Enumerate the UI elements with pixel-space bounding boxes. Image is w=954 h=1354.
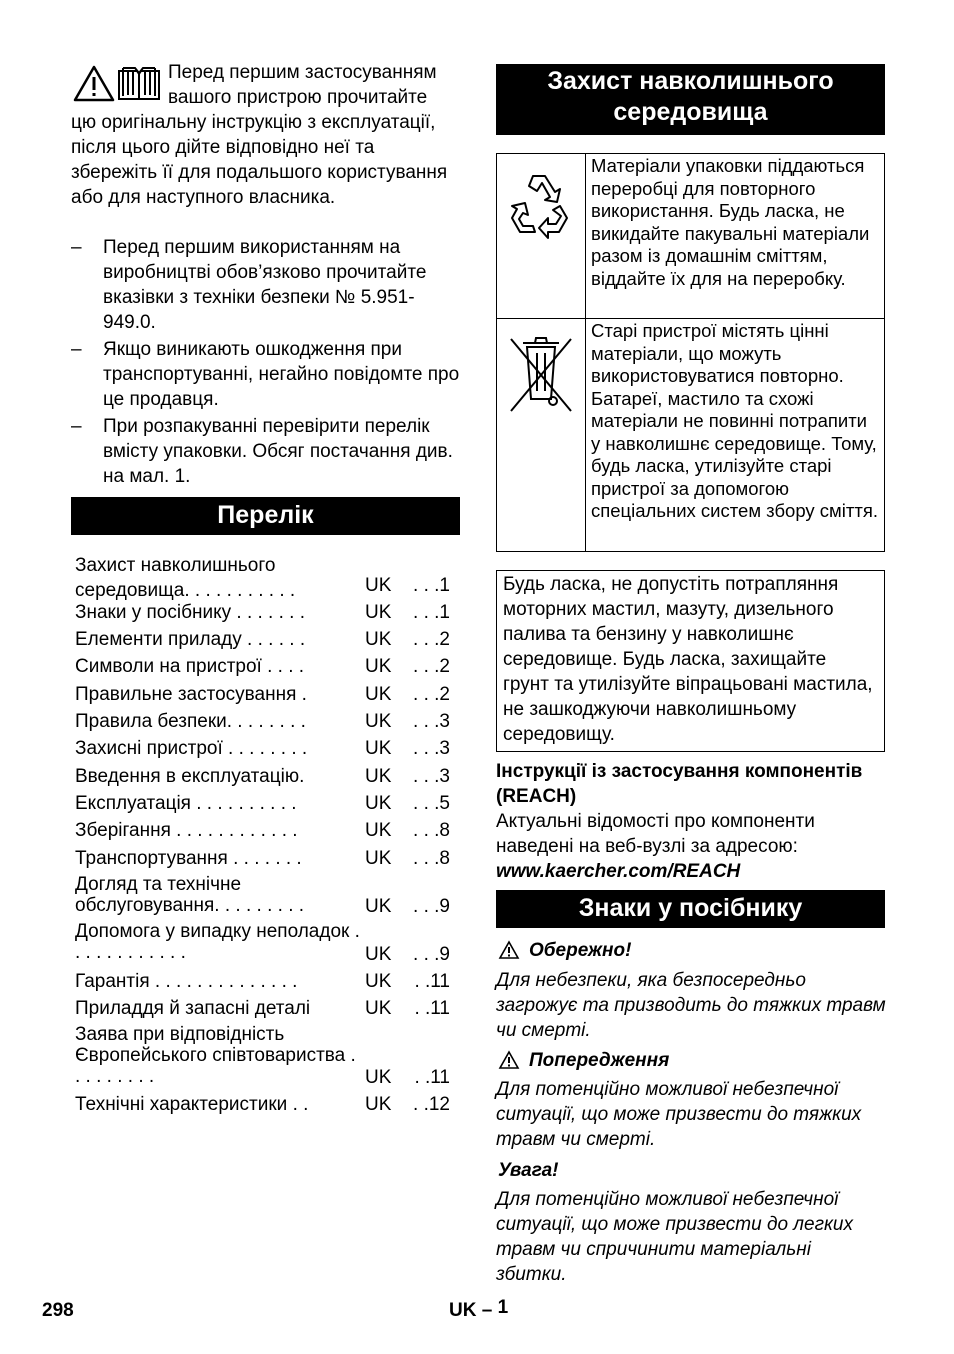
- reach-link[interactable]: www.kaercher.com/REACH: [496, 861, 741, 882]
- toc-entry-title: Символи на пристрої . . . .: [75, 656, 305, 677]
- toc-entry-lang: UK: [365, 944, 392, 965]
- toc-entry[interactable]: [75, 553, 460, 603]
- toc-entry[interactable]: [75, 627, 460, 652]
- toc-entry-lang: UK: [365, 820, 392, 841]
- disposal-text: Старі пристрої містять цінні матеріали, що можуть використовуватися повторно. Батареї, мастило та схожі матеріали не повинні потрапити у навколишнє середовище. Тому, будь ласка, утилізуйте старі пристрої за допомогою спеціальних систем збору сміття.: [586, 319, 885, 552]
- environment-heading-line2: середовища: [613, 98, 768, 126]
- toc-entry-title: Приладдя й запасні деталі: [75, 998, 311, 1019]
- toc-entry-lang: UK: [365, 896, 392, 917]
- toc-entry-title: Допомога у випадку неполадок . . . . . . . . . . . .: [75, 921, 360, 963]
- toc-heading: Перелік: [71, 497, 460, 535]
- bullet-text: При розпакуванні перевірити перелік вмісту упаковки. Обсяг постачання див. на мал. 1.: [103, 416, 453, 487]
- toc-entry[interactable]: [75, 764, 460, 789]
- toc-entry-page: . . .9: [413, 896, 450, 917]
- recycle-text: Матеріали упаковки піддаються переробці для повторного використання. Будь ласка, не викидайте пакувальні матеріали разом із домашнім сміттям, віддайте їх для на переробку.: [586, 154, 885, 319]
- toc-entry-lang: UK: [365, 629, 392, 650]
- toc-entry-lang: UK: [365, 793, 392, 814]
- bullet-dash: –: [71, 339, 82, 360]
- toc-entry-title: Технічні характеристики . .: [75, 1094, 309, 1115]
- intro-paragraph: цю оригінальну інструкцію з експлуатації, після цього дійте відповідно неї та збережіть її для подальшого користування або для наступного власника.: [71, 112, 448, 208]
- warning-triangle-icon: [73, 64, 165, 104]
- toc-entry[interactable]: [75, 682, 460, 707]
- toc-entry-title: Правильне застосування .: [75, 684, 307, 705]
- footer-section-page: 1: [497, 1297, 509, 1318]
- toc-entry[interactable]: [75, 818, 460, 843]
- toc-entry-page: . . .3: [413, 738, 450, 759]
- caution-label: Увага!: [498, 1160, 559, 1181]
- toc-entry-title: Правила безпеки. . . . . . . .: [75, 711, 306, 732]
- toc-entry-title: Транспортування . . . . . . .: [75, 848, 302, 869]
- caution-text: Для потенційно можливої небезпечної ситуації, що може призвести до легких травм чи спричинити матеріальні збитки.: [496, 1189, 854, 1285]
- toc-entry[interactable]: [75, 791, 460, 816]
- toc-entry-page: . . .1: [413, 602, 450, 623]
- toc-entry-page: . . .3: [413, 766, 450, 787]
- intro-icons: [73, 64, 165, 104]
- toc-entry-page: . . .2: [413, 684, 450, 705]
- intro-first-lines: Перед першим застосуванням вашого пристрою прочитайте: [168, 62, 437, 108]
- toc-entry[interactable]: [75, 600, 460, 625]
- toc-entry-title: Захист навколишнього середовища. . . . . . . . . . .: [75, 555, 296, 601]
- toc-entry-lang: UK: [365, 1067, 392, 1088]
- toc-entry-page: . . .9: [413, 944, 450, 965]
- page-number: 298: [42, 1300, 74, 1321]
- bullet-dash: –: [71, 416, 82, 437]
- toc-entry[interactable]: [75, 996, 460, 1021]
- reach-text: Актуальні відомості про компоненти наведені на веб-вузлі за адресою:: [496, 811, 815, 857]
- warning-triangle-icon: [498, 940, 520, 960]
- toc-entry[interactable]: [75, 736, 460, 761]
- toc-entry-lang: UK: [365, 738, 392, 759]
- toc-entry-lang: UK: [365, 711, 392, 732]
- footer-section: [449, 1298, 508, 1323]
- toc-entry-lang: UK: [365, 998, 392, 1019]
- toc-entry-lang: UK: [365, 602, 392, 623]
- toc-entry[interactable]: [75, 1024, 460, 1090]
- toc-entry-title: Експлуатація . . . . . . . . . .: [75, 793, 297, 814]
- toc-entry[interactable]: [75, 1092, 460, 1117]
- environment-table: [496, 153, 885, 552]
- toc-entry-page: . . .8: [413, 820, 450, 841]
- environment-heading-line1: Захист навколишнього: [547, 67, 834, 95]
- recycle-cell: [497, 154, 586, 319]
- toc-entry[interactable]: [75, 921, 460, 969]
- toc-entry-lang: UK: [365, 848, 392, 869]
- environment-heading: [496, 64, 885, 135]
- signs-heading: Знаки у посібнику: [496, 890, 885, 928]
- bullet-text: Якщо виникають ошкодження при транспортуванні, негайно повідомте про це продавця.: [103, 339, 460, 410]
- toc-entry-lang: UK: [365, 1094, 392, 1115]
- toc-entry-page: . .11: [414, 1067, 450, 1088]
- table-row: [497, 154, 885, 319]
- toc-entry-page: . . .5: [413, 793, 450, 814]
- table-row: [497, 319, 885, 552]
- toc-entry-title: Зберігання . . . . . . . . . . . .: [75, 820, 298, 841]
- toc-entry-page: . . .2: [413, 656, 450, 677]
- toc-entry-title: Знаки у посібнику . . . . . . .: [75, 602, 306, 623]
- danger-text: Для небезпеки, яка безпосередньо загрожує та призводить до тяжких травм чи смерті.: [496, 970, 886, 1041]
- toc-entry-lang: UK: [365, 766, 392, 787]
- toc-entry-title: Введення в експлуатацію.: [75, 766, 305, 787]
- toc-entry-page: . . .3: [413, 711, 450, 732]
- bullet-text: Перед першим використанням на виробництві обов’язково прочитайте вказівки з техніки безпеки № 5.951-949.0.: [103, 237, 427, 333]
- danger-label: Обережно!: [529, 940, 632, 961]
- recycle-icon: [497, 154, 585, 264]
- reach-title: Інструкції із застосування компонентів (REACH): [496, 761, 863, 807]
- toc-entry-lang: UK: [365, 656, 392, 677]
- disposal-cell: [497, 319, 586, 552]
- toc-entry-title: Заява при відповідність Європейського співтовариства . . . . . . . . .: [75, 1024, 356, 1087]
- toc-entry-page: . .11: [414, 998, 450, 1019]
- toc-entry[interactable]: [75, 654, 460, 679]
- toc-entry-title: Елементи приладу . . . . . .: [75, 629, 306, 650]
- toc-entry-title: Догляд та технічне обслуговування. . . . . . . . .: [75, 874, 305, 916]
- toc-entry-page: . .11: [414, 971, 450, 992]
- toc-entry-page: . . .2: [413, 629, 450, 650]
- toc-entry-page: . . .1: [413, 575, 450, 596]
- toc-entry-lang: UK: [365, 684, 392, 705]
- toc-entry-lang: UK: [365, 575, 392, 596]
- toc-entry-page: . . .8: [413, 848, 450, 869]
- warning-text: Для потенційно можливої небезпечної ситуації, що може призвести до тяжких травм чи смерті.: [496, 1079, 862, 1150]
- toc-entry-title: Захисні пристрої . . . . . . . .: [75, 738, 308, 759]
- bullet-dash: –: [71, 237, 82, 258]
- crossed-bin-icon: [497, 319, 585, 419]
- oil-warning-box: Будь ласка, не допустіть потрапляння моторних мастил, мазуту, дизельного палива та бензину у навколишнє середовище. Будь ласка, захищайте грунт та утилізуйте віпрацьовані мастила, не зашкоджуючи навколишньому середовищу.: [496, 570, 885, 752]
- toc-entry[interactable]: [75, 969, 460, 994]
- toc-entry[interactable]: [75, 709, 460, 734]
- toc-entry-lang: UK: [365, 971, 392, 992]
- footer-section-label: UK –: [449, 1300, 493, 1321]
- toc-entry[interactable]: [75, 846, 460, 871]
- toc-entry-title: Гарантія . . . . . . . . . . . . . .: [75, 971, 298, 992]
- warning-label: Попередження: [529, 1050, 670, 1071]
- toc-entry-page: . .12: [413, 1094, 450, 1115]
- manual-book-icon: [119, 68, 159, 99]
- toc-entry[interactable]: [75, 874, 460, 922]
- warning-triangle-icon: [498, 1050, 520, 1070]
